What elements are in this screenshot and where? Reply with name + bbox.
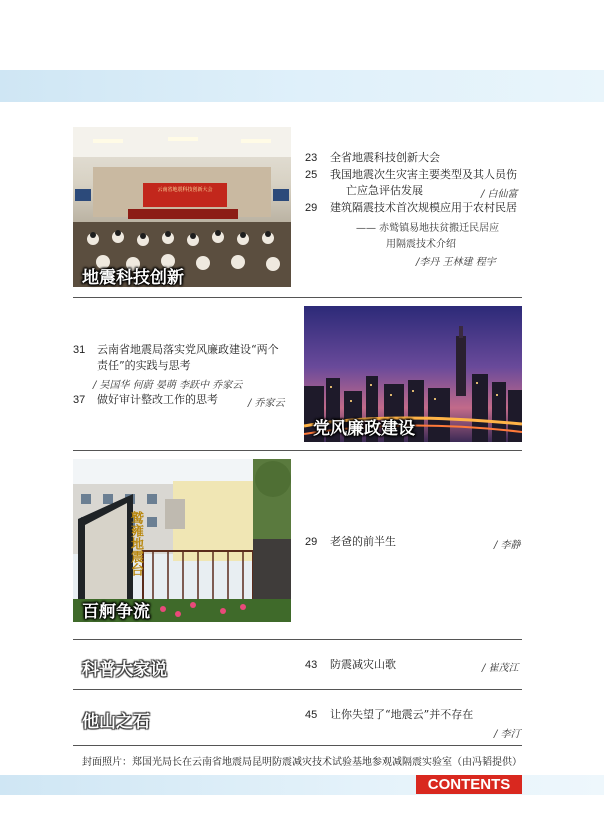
page-number: 45 bbox=[305, 709, 318, 721]
section-divider bbox=[73, 639, 522, 640]
article-author: / 李汀 bbox=[494, 729, 521, 740]
article-author: / 吴国华 何蔚 晏萌 李跃中 乔家云 bbox=[93, 380, 243, 391]
article-author: / 白仙富 bbox=[481, 189, 518, 200]
section-title-popular-science: 科普大家说 bbox=[82, 660, 167, 680]
conference-banner-text: 云南省地震科技创新大会 bbox=[157, 187, 213, 193]
page-number: 23 bbox=[305, 152, 318, 164]
article-title-cont: 责任”的实践与思考 bbox=[97, 359, 191, 372]
section-title-other-stones: 他山之石 bbox=[82, 712, 150, 732]
page-number: 31 bbox=[73, 344, 86, 356]
section-divider bbox=[73, 297, 522, 298]
station-sign-text: 鹫雍地震台 bbox=[128, 511, 143, 576]
section-divider bbox=[73, 450, 522, 451]
article-author: /李丹 王林建 程宇 bbox=[416, 257, 496, 268]
page-number: 25 bbox=[305, 169, 318, 181]
article-title-cont: 亡应急评估发展 bbox=[346, 184, 423, 197]
page-number: 29 bbox=[305, 202, 318, 214]
article-title[interactable]: 建筑隔震技术首次规模应用于农村民居 bbox=[330, 201, 517, 214]
article-subtitle-cont: 用隔震技术介绍 bbox=[386, 239, 456, 250]
cover-photo-credit: 封面照片：郑国光局长在云南省地震局昆明防震减灾技术试验基地参观减隔震实验室（由冯韬提供） bbox=[82, 757, 522, 768]
article-title[interactable]: 防震减灾山歌 bbox=[330, 658, 396, 671]
page-number: 37 bbox=[73, 394, 86, 406]
section-caption-party-building: 党风廉政建设 bbox=[313, 419, 415, 439]
article-author: / 乔家云 bbox=[248, 398, 285, 409]
page-number: 43 bbox=[305, 659, 318, 671]
contents-label: CONTENTS bbox=[416, 775, 522, 794]
article-title[interactable]: 全省地震科技创新大会 bbox=[330, 151, 440, 164]
article-title[interactable]: 让你失望了“地震云”并不存在 bbox=[330, 708, 474, 721]
section-caption-tech-innovation: 地震科技创新 bbox=[82, 268, 184, 288]
page-number: 29 bbox=[305, 536, 318, 548]
article-title[interactable]: 我国地震次生灾害主要类型及其人员伤 bbox=[330, 168, 517, 181]
top-decorative-band bbox=[0, 70, 604, 102]
article-title[interactable]: 做好审计整改工作的思考 bbox=[97, 393, 218, 406]
section-caption-hundred-boats: 百舸争流 bbox=[82, 602, 150, 622]
article-title[interactable]: 老爸的前半生 bbox=[330, 535, 396, 548]
article-author: / 李静 bbox=[494, 540, 521, 551]
article-author: / 崔茂江 bbox=[482, 663, 519, 674]
article-subtitle: —— 赤鹫镇易地扶贫搬迁民居应 bbox=[356, 223, 500, 234]
section-divider bbox=[73, 745, 522, 746]
section-divider bbox=[73, 689, 522, 690]
article-title[interactable]: 云南省地震局落实党风廉政建设“两个 bbox=[97, 343, 279, 356]
